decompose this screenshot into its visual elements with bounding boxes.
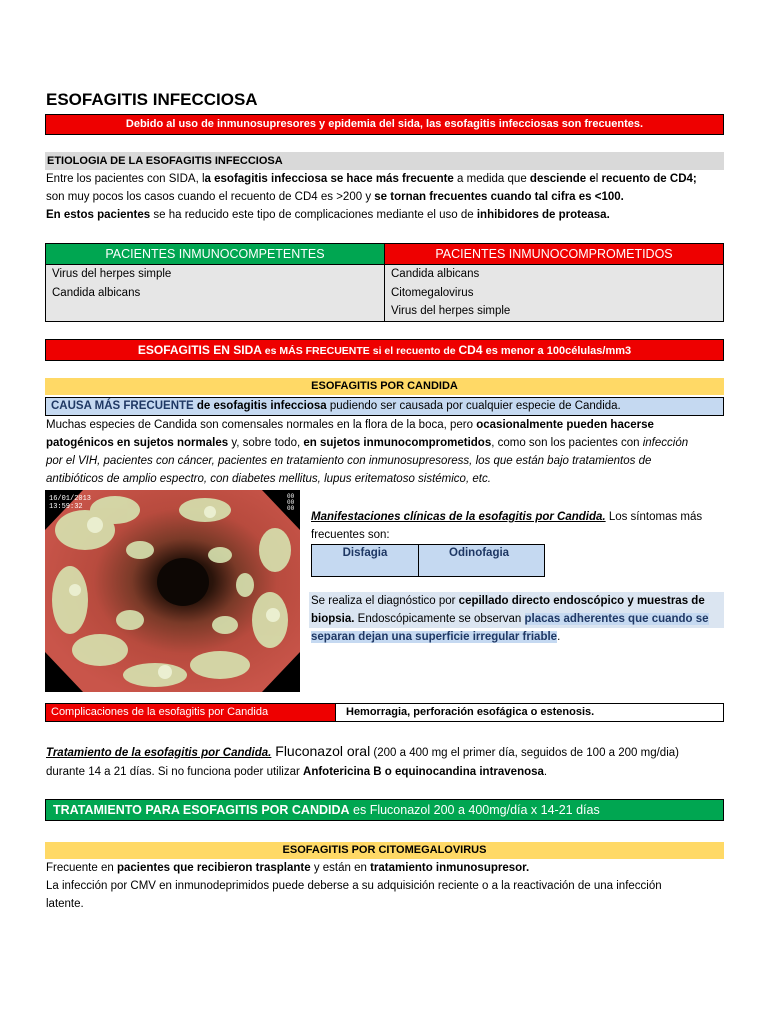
candida-paragraph-line-2 bbox=[46, 434, 688, 452]
text-run-bold: CAUSA MÁS FRECUENTE bbox=[51, 400, 194, 412]
diagnosis-line-1 bbox=[309, 592, 724, 610]
text-run: se ha reducido este tipo de complicaciones mediante el uso de bbox=[150, 209, 477, 221]
clinical-manifestations-line-2: frecuentes son: bbox=[311, 529, 390, 541]
text-run-bold: biopsia. bbox=[311, 613, 355, 625]
text-run-bold: ocasionalmente pueden hacerse bbox=[476, 419, 654, 431]
list-item: Candida albicans bbox=[52, 286, 141, 299]
text-run-bold: CD4 bbox=[458, 343, 483, 357]
text-run: l bbox=[595, 173, 602, 185]
text-run-bold: se tornan frecuentes cuando tal cifra es <100. bbox=[374, 191, 624, 203]
clinical-manifestations-line-1 bbox=[311, 508, 702, 526]
text-run-bold: de esofagitis infecciosa bbox=[193, 400, 327, 412]
text-run-bold-italic: Manifestaciones clínicas de la esofagitis por Candida. bbox=[311, 511, 606, 523]
intro-banner bbox=[45, 114, 724, 135]
etiology-line-2 bbox=[46, 188, 624, 206]
cmv-line-3: latente. bbox=[46, 898, 84, 910]
candida-paragraph-line-1 bbox=[46, 416, 654, 434]
candida-cause-box bbox=[45, 397, 724, 416]
text-run: durante 14 a 21 días. Si no funciona poder utilizar bbox=[46, 766, 304, 778]
text-run: Entre los pacientes con SIDA, l bbox=[46, 173, 205, 185]
text-run: Los síntomas más bbox=[605, 511, 703, 523]
candida-paragraph-line-3: por el VIH, pacientes con cáncer, pacientes en tratamiento con inmunosupresoress, los que están bajo tratamientos de bbox=[46, 455, 652, 467]
immunocompetent-header: PACIENTES INMUNOCOMPETENTES bbox=[46, 244, 385, 265]
treatment-banner bbox=[45, 799, 724, 821]
list-item: Virus del herpes simple bbox=[391, 305, 511, 317]
text-run-bold: inhibidores de proteasa. bbox=[476, 209, 610, 221]
etiology-line-3 bbox=[46, 206, 610, 224]
list-item: Candida albicans bbox=[391, 268, 480, 280]
complications-label: Complicaciones de la esofagitis por Candida bbox=[46, 704, 336, 721]
text-run-bold: ESOFAGITIS EN SIDA bbox=[137, 343, 265, 357]
image-stamp-right: 00 bbox=[287, 505, 295, 512]
text-run-bold-italic: Tratamiento de la esofagitis por Candida. bbox=[46, 747, 272, 759]
text-run-bold: desciende e bbox=[529, 173, 596, 185]
etiology-line-1 bbox=[46, 170, 697, 188]
cmv-line-1 bbox=[46, 859, 529, 877]
text-run: son muy pocos los casos cuando el recuento de CD4 es >200 y bbox=[46, 191, 375, 203]
treatment-line-2 bbox=[46, 763, 547, 781]
text-run: y, sobre todo, bbox=[228, 437, 304, 449]
symptoms-table bbox=[311, 544, 545, 577]
endoscopy-image bbox=[45, 490, 300, 692]
treatment-line-1 bbox=[46, 742, 679, 762]
text-run-bold: Anfotericina B o equinocandina intravenosa bbox=[303, 766, 544, 778]
symptom-cell: Odinofagia bbox=[419, 545, 545, 577]
cmv-heading: ESOFAGITIS POR CITOMEGALOVIRUS bbox=[45, 842, 724, 859]
text-run: y están en bbox=[310, 862, 371, 874]
text-run-highlight: separan dejan una superficie irregular friable bbox=[311, 631, 558, 643]
complications-row bbox=[45, 703, 724, 722]
text-run-bold: TRATAMIENTO PARA ESOFAGITIS POR CANDIDA bbox=[53, 803, 350, 817]
text-run-bold: pacientes que recibieron trasplante bbox=[116, 862, 311, 874]
list-item: Citomegalovirus bbox=[391, 286, 474, 299]
image-stamp-right: 00 bbox=[287, 499, 295, 506]
text-run-bold: En estos pacientes bbox=[46, 209, 151, 221]
text-run: , como son los pacientes con bbox=[491, 437, 643, 449]
patients-comparison-table bbox=[45, 243, 724, 322]
text-run: . bbox=[543, 766, 548, 778]
text-run: . bbox=[557, 631, 561, 643]
complications-value: Hemorragia, perforación esofágica o estenosis. bbox=[346, 706, 595, 718]
candida-paragraph-line-4: antibióticos de amplio espectro, con diabetes mellitus, lupus eritematoso sistémico, etc. bbox=[46, 473, 491, 485]
etiology-heading: ETIOLOGIA DE LA ESOFAGITIS INFECCIOSA bbox=[45, 152, 724, 170]
image-stamp-right: 00 bbox=[287, 493, 295, 500]
text-run-highlight: placas adherentes que cuando se bbox=[524, 613, 709, 625]
diagnosis-block bbox=[309, 592, 724, 646]
text-run-bold: cepillado directo endoscópico y muestras de bbox=[458, 595, 705, 607]
text-run: es menor a 100células/mm3 bbox=[482, 345, 632, 357]
text-run: pudiendo ser causada por cualquier especie de Candida. bbox=[326, 400, 621, 412]
cmv-line-2: La infección por CMV en inmunodeprimidos puede deberse a su adquisición reciente o a la reactivación de una infección bbox=[46, 880, 662, 892]
text-run: es MÁS FRECUENTE si el recuento de bbox=[264, 345, 459, 357]
text-run: a medida que bbox=[453, 173, 530, 185]
text-run-bold: patogénicos en sujetos normales bbox=[46, 437, 229, 449]
text-run: Endoscópicamente se observan bbox=[354, 613, 525, 625]
text-run: (200 a 400 mg el primer día, seguidos de 100 a 200 mg/dia) bbox=[370, 747, 679, 759]
sida-banner bbox=[45, 339, 724, 361]
text-run-bold: tratamiento inmunosupresor. bbox=[370, 862, 530, 874]
text-run-bold: recuento de CD4; bbox=[601, 173, 697, 185]
text-run: es Fluconazol 200 a 400mg/día x 14-21 días bbox=[349, 803, 600, 817]
page-title: ESOFAGITIS INFECCIOSA bbox=[46, 90, 258, 109]
diagnosis-line-3 bbox=[309, 628, 724, 646]
image-date-stamp: 16/01/2013 bbox=[49, 495, 92, 503]
immunocompromised-list bbox=[385, 265, 724, 322]
symptom-cell: Disfagia bbox=[312, 545, 419, 577]
text-run-italic: infección bbox=[642, 437, 689, 449]
immunocompetent-list bbox=[46, 265, 385, 322]
text-run: Se realiza el diagnóstico por bbox=[311, 595, 459, 607]
text-run-bold: a esofagitis infecciosa se hace más frecuente bbox=[204, 173, 454, 185]
text-run-bold: en sujetos inmunocomprometidos bbox=[303, 437, 492, 449]
text-run: Frecuente en bbox=[46, 862, 117, 874]
diagnosis-line-2 bbox=[309, 610, 724, 628]
text-run: Muchas especies de Candida son comensales normales en la flora de la boca, pero bbox=[46, 419, 477, 431]
candida-heading: ESOFAGITIS POR CANDIDA bbox=[45, 378, 724, 395]
intro-banner-text: Debido al uso de inmunosupresores y epidemia del sida, las esofagitis infecciosas son frecuentes. bbox=[125, 118, 644, 130]
image-time-stamp: 13:59:32 bbox=[49, 503, 83, 511]
text-run-large: Fluconazol oral bbox=[271, 743, 371, 759]
endoscopy-esophagus-illustration bbox=[45, 490, 300, 692]
immunocompromised-header: PACIENTES INMUNOCOMPROMETIDOS bbox=[385, 244, 724, 265]
list-item: Virus del herpes simple bbox=[52, 268, 172, 280]
